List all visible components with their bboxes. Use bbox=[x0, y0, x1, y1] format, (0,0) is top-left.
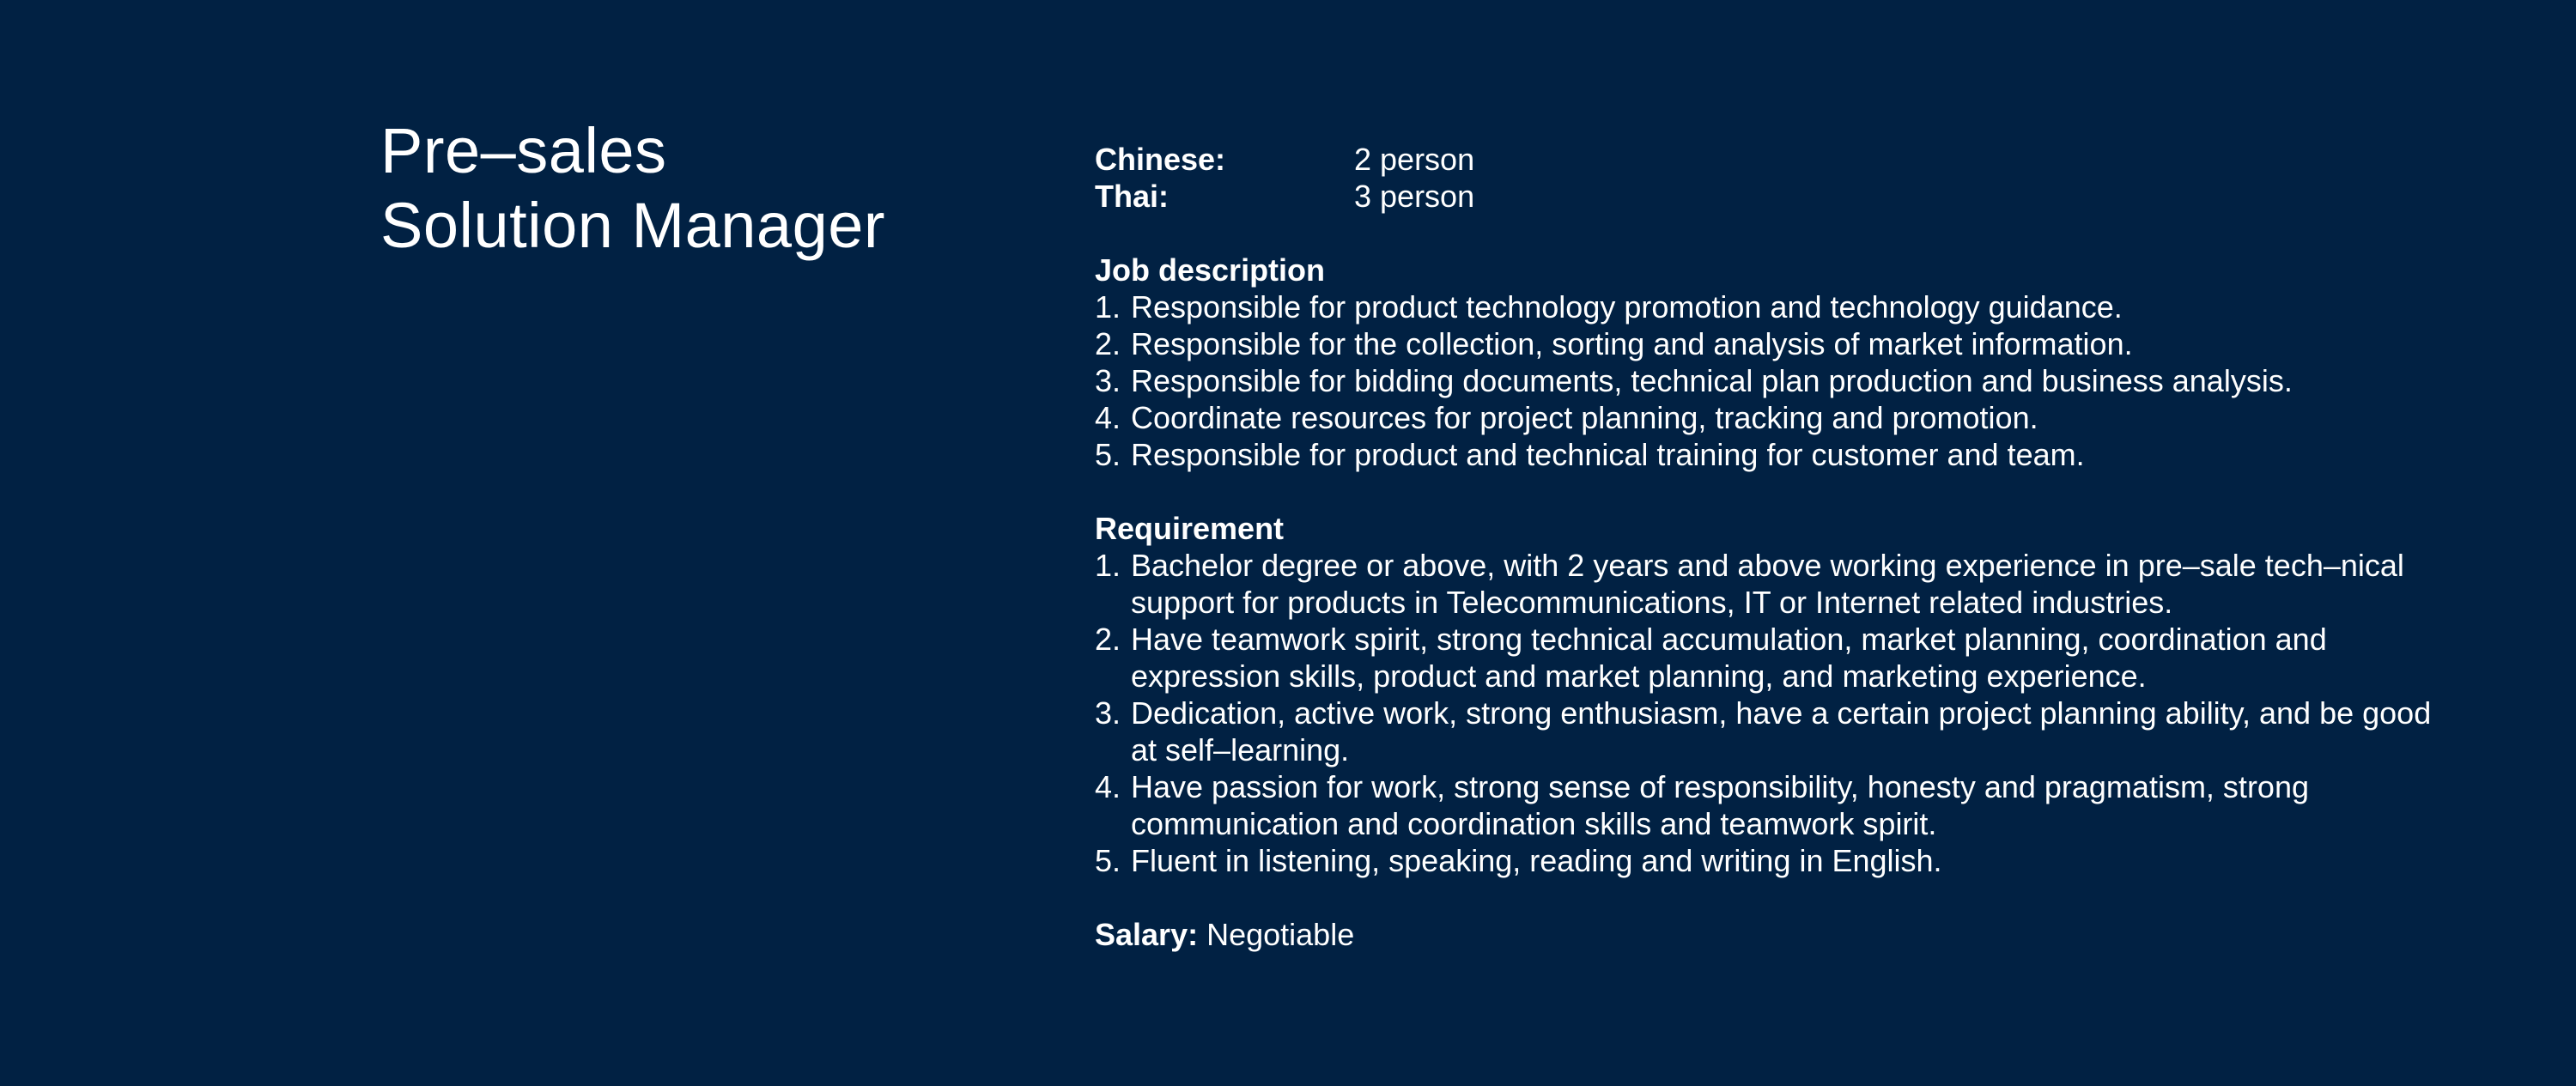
list-item bbox=[1095, 288, 2434, 325]
headcount-thai bbox=[1095, 178, 2434, 215]
list-item-number: 4. bbox=[1095, 400, 1121, 435]
list-item bbox=[1095, 842, 2434, 879]
requirement-heading: Requirement bbox=[1095, 511, 1285, 546]
list-item bbox=[1095, 695, 2434, 768]
list-item-number: 3. bbox=[1095, 695, 1121, 731]
list-item-text: Coordinate resources for project planning, tracking and promotion. bbox=[1131, 400, 2038, 435]
list-item bbox=[1095, 436, 2434, 473]
list-item-text: Fluent in listening, speaking, reading and writing in English. bbox=[1131, 843, 1942, 878]
list-item-text: Responsible for product technology promotion and technology guidance. bbox=[1131, 289, 2123, 325]
headcount-thai-label: Thai: bbox=[1095, 179, 1169, 214]
job-description-heading: Job description bbox=[1095, 252, 1326, 288]
list-item bbox=[1095, 399, 2434, 436]
job-description-list bbox=[1095, 288, 2434, 473]
list-item bbox=[1095, 768, 2434, 842]
list-item-text: Dedication, active work, strong enthusiasm, have a certain project planning ability, and be good at self–learning. bbox=[1131, 695, 2432, 767]
list-item-text: Responsible for product and technical training for customer and team. bbox=[1131, 437, 2085, 472]
job-details bbox=[1095, 141, 2434, 953]
job-title-line-1: Pre–sales bbox=[380, 115, 667, 186]
list-item bbox=[1095, 547, 2434, 621]
salary-label: Salary: bbox=[1095, 917, 1199, 952]
job-title bbox=[380, 113, 981, 263]
list-item-text: Have teamwork spirit, strong technical accumulation, market planning, coordination and expression skills, product and market planning, and marketing experience. bbox=[1131, 622, 2327, 694]
list-item-number: 3. bbox=[1095, 363, 1121, 398]
list-item bbox=[1095, 621, 2434, 695]
list-item-number: 2. bbox=[1095, 326, 1121, 361]
list-item-text: Have passion for work, strong sense of responsibility, honesty and pragmatism, strong communication and coordination skills and teamwork spirit. bbox=[1131, 769, 2309, 841]
list-item-number: 4. bbox=[1095, 769, 1121, 804]
requirement-list bbox=[1095, 547, 2434, 879]
list-item-text: Bachelor degree or above, with 2 years and above working experience in pre–sale tech–nical support for products in Telecommunications, IT or Internet related industries. bbox=[1131, 548, 2404, 620]
list-item-number: 5. bbox=[1095, 843, 1121, 878]
list-item-number: 5. bbox=[1095, 437, 1121, 472]
spacer bbox=[1095, 473, 2434, 510]
list-item-number: 1. bbox=[1095, 289, 1121, 325]
list-item-text: Responsible for bidding documents, technical plan production and business analysis. bbox=[1131, 363, 2293, 398]
spacer bbox=[1095, 215, 2434, 252]
headcount-thai-value: 3 person bbox=[1354, 179, 1475, 214]
headcount-chinese bbox=[1095, 141, 2434, 178]
list-item bbox=[1095, 362, 2434, 399]
list-item-number: 1. bbox=[1095, 548, 1121, 583]
salary bbox=[1095, 916, 2434, 953]
list-item-text: Responsible for the collection, sorting and analysis of market information. bbox=[1131, 326, 2133, 361]
headcount-chinese-value: 2 person bbox=[1354, 142, 1475, 177]
list-item bbox=[1095, 325, 2434, 362]
spacer bbox=[1095, 879, 2434, 916]
list-item-number: 2. bbox=[1095, 622, 1121, 657]
job-title-line-2: Solution Manager bbox=[380, 190, 886, 261]
headcount-chinese-label: Chinese: bbox=[1095, 142, 1226, 177]
salary-value: Negotiable bbox=[1206, 917, 1355, 952]
